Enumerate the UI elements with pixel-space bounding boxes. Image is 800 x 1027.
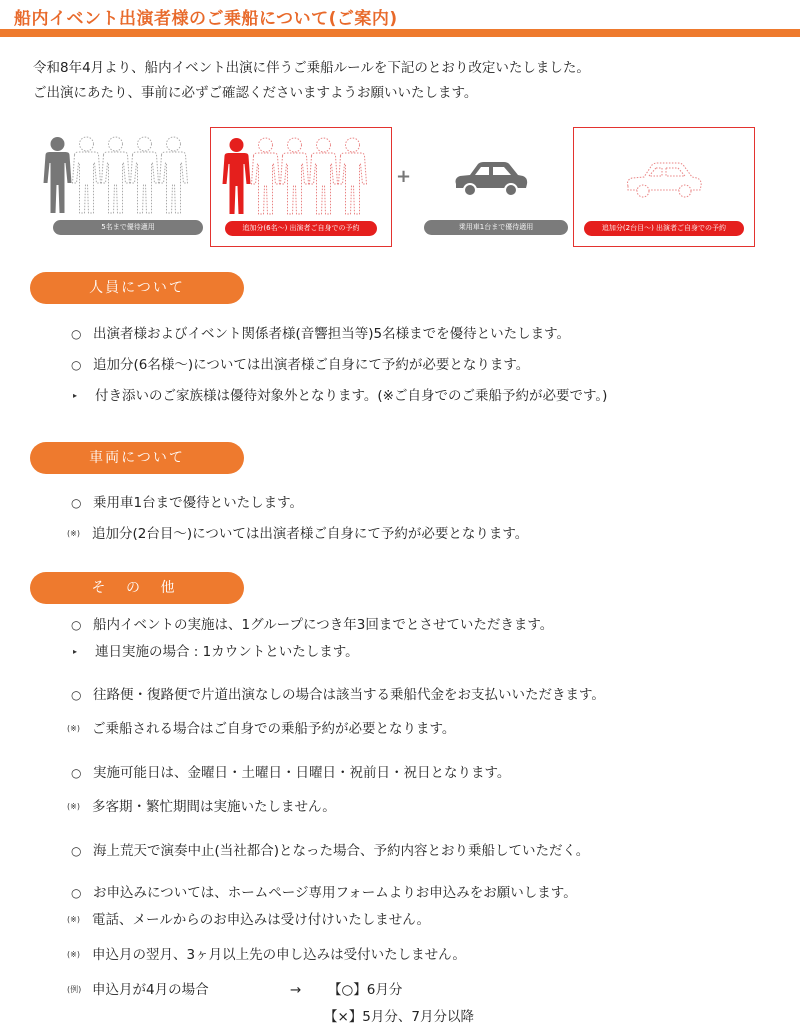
list-item — [70, 615, 790, 635]
example-marker: (例) — [67, 985, 82, 994]
list-item-text: 出演者様およびイベント関係者様(音響担当等)5名様までを優待といたします。 — [93, 326, 571, 342]
section-header-personnel: 人員について — [30, 272, 244, 304]
bullet-circle: ○ — [71, 886, 82, 900]
list-item — [70, 386, 790, 406]
page-title: 船内イベント出演者様のご乗船について(ご案内) — [14, 9, 398, 29]
car-icon-outline — [622, 160, 706, 204]
persons-additional-panel — [210, 127, 392, 247]
list-item — [67, 797, 790, 817]
car-icon-solid — [450, 160, 530, 202]
list-item-text: 乗用車1台まで優待といたします。 — [93, 495, 304, 511]
note-marker: (※) — [67, 950, 80, 959]
list-item-text: 多客期・繁忙期間は実施いたしません。 — [92, 799, 336, 815]
list-item-text: 電話、メールからのお申込みは受け付けいたしません。 — [92, 912, 431, 928]
intro-text — [33, 56, 773, 106]
list-item — [67, 524, 790, 544]
example-ng: 【×】5月分、7月分以降 — [324, 1009, 474, 1025]
list-item — [67, 945, 790, 965]
list-item — [70, 642, 790, 662]
note-marker: (※) — [67, 802, 80, 811]
list-item — [70, 841, 790, 861]
label-additional-cars: 追加分(2台目～) 出演者ご自身での予約 — [584, 221, 744, 236]
car-included-panel — [420, 127, 570, 247]
list-item — [67, 910, 790, 930]
plus-sign: + — [396, 166, 412, 187]
bullet-circle: ○ — [71, 766, 82, 780]
example-ok: 【○】6月分 — [328, 982, 403, 998]
list-item-text: 追加分(2台目～)については出演者様ご自身にて予約が必要となります。 — [92, 526, 529, 542]
persons-included-panel — [38, 127, 210, 247]
list-item-text: ご乗船される場合はご自身での乗船予約が必要となります。 — [92, 721, 456, 737]
list-item-text: 連日実施の場合 : 1カウントといたします。 — [95, 644, 359, 660]
bullet-circle: ○ — [71, 496, 82, 510]
intro-line-2: ご出演にあたり、事前に必ずご確認くださいますようお願いいたします。 — [33, 85, 478, 101]
list-item — [70, 493, 790, 513]
bullet-circle: ○ — [71, 688, 82, 702]
note-marker: (※) — [67, 529, 80, 538]
bullet-circle: ○ — [71, 618, 82, 632]
list-item-text: 実施可能日は、金曜日・土曜日・日曜日・祝前日・祝日となります。 — [93, 765, 511, 781]
list-item-text: 海上荒天で演奏中止(当社都合)となった場合、予約内容とおり乗船していただく。 — [93, 843, 590, 859]
bullet-triangle: ▸ — [73, 391, 78, 400]
title-rule — [0, 29, 800, 37]
note-marker: (※) — [67, 724, 80, 733]
list-item-text: 申込月の翌月、3ヶ月以上先の申し込みは受付いたしません。 — [92, 947, 466, 963]
section-header-vehicles: 車両について — [30, 442, 244, 474]
list-item — [70, 324, 790, 344]
list-item — [70, 685, 790, 705]
bullet-circle: ○ — [71, 358, 82, 372]
list-item-text: 往路便・復路便で片道出演なしの場合は該当する乗船代金をお支払いいただきます。 — [93, 687, 605, 703]
bullet-circle: ○ — [71, 327, 82, 341]
car-additional-panel — [573, 127, 755, 247]
label-1-car: 乗用車1台まで優待適用 — [424, 220, 568, 235]
example-row — [67, 980, 790, 1000]
note-marker: (※) — [67, 915, 80, 924]
bullet-triangle: ▸ — [73, 647, 78, 656]
list-item — [70, 763, 790, 783]
additional-persons-figure-row — [219, 136, 364, 216]
arrow-icon: → — [290, 982, 302, 998]
bullet-circle: ○ — [71, 844, 82, 858]
list-item — [70, 883, 790, 903]
example-row — [324, 1007, 624, 1027]
list-item-text: 船内イベントの実施は、1グループにつき年3回までとさせていただきます。 — [93, 617, 554, 633]
person-icon-outline — [156, 135, 191, 215]
list-item-text: 付き添いのご家族様は優待対象外となります。(※ご自身でのご乗船予約が必要です。) — [95, 388, 608, 404]
label-5-persons: 5名まで優待適用 — [53, 220, 203, 235]
person-icon-outline-red — [335, 136, 370, 216]
list-item-text: 追加分(6名様～)については出演者様ご自身にて予約が必要となります。 — [93, 357, 530, 373]
section-header-other: そ の 他 — [30, 572, 244, 604]
label-additional-persons: 追加分(6名～) 出演者ご自身での予約 — [225, 221, 377, 236]
persons-figure-row — [40, 135, 185, 215]
list-item-text: お申込みについては、ホームページ専用フォームよりお申込みをお願いします。 — [93, 885, 577, 901]
example-condition: 申込月が4月の場合 — [92, 982, 209, 998]
list-item — [70, 355, 790, 375]
intro-line-1: 令和8年4月より、船内イベント出演に伴うご乗船ルールを下記のとおり改定いたしました。 — [33, 60, 590, 76]
list-item — [67, 719, 790, 739]
